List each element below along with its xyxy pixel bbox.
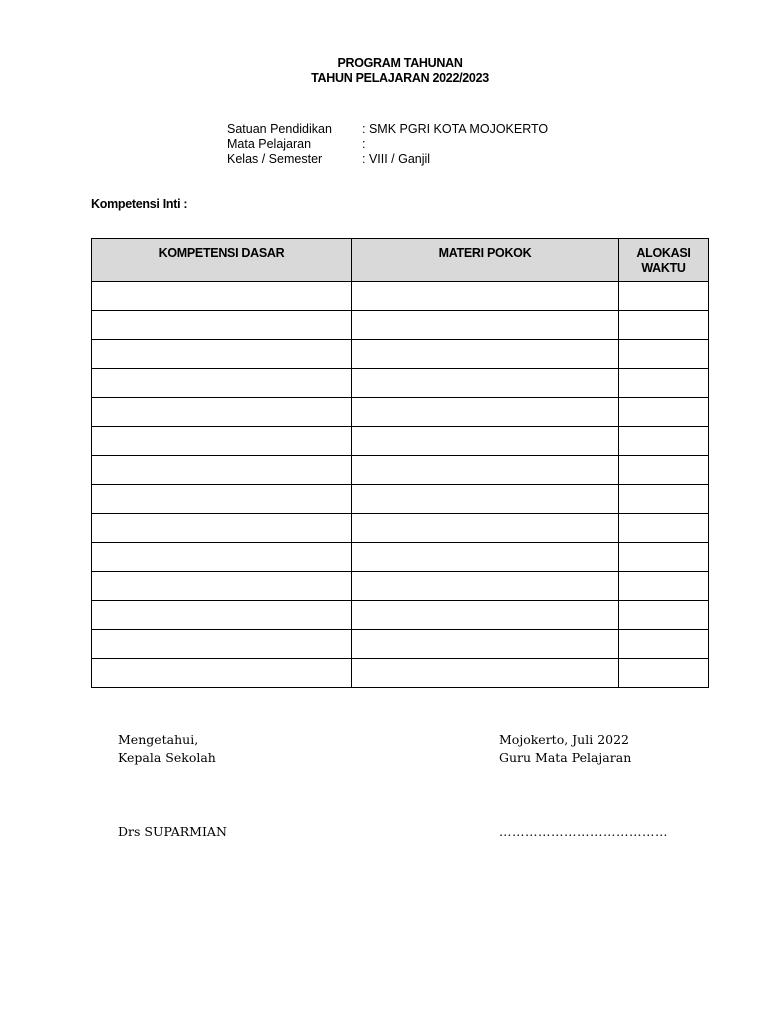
table-cell — [92, 456, 352, 485]
table-row — [92, 456, 709, 485]
info-label: Mata Pelajaran — [227, 137, 312, 151]
table-row — [92, 311, 709, 340]
table-cell — [619, 572, 709, 601]
table-row — [92, 282, 709, 311]
table-cell — [619, 282, 709, 311]
table-row — [92, 485, 709, 514]
table-cell — [352, 427, 619, 456]
table-cell — [352, 311, 619, 340]
table-cell — [92, 659, 352, 688]
table-cell — [619, 659, 709, 688]
table-row — [92, 630, 709, 659]
table-cell — [92, 514, 352, 543]
table-cell — [352, 572, 619, 601]
teacher-name-placeholder: ………………………………… — [499, 824, 668, 839]
table-cell — [619, 398, 709, 427]
table-cell — [352, 485, 619, 514]
table-cell — [92, 398, 352, 427]
header-materi-pokok: MATERI POKOK — [352, 239, 619, 282]
table-row — [92, 514, 709, 543]
info-value: : SMK PGRI KOTA MOJOKERTO — [362, 122, 549, 136]
guru-text: Guru Mata Pelajaran — [499, 750, 632, 765]
table-cell — [619, 456, 709, 485]
table-cell — [619, 340, 709, 369]
signature-right — [499, 731, 631, 767]
document-subtitle: TAHUN PELAJARAN 2022/2023 — [311, 71, 489, 85]
table-cell — [619, 369, 709, 398]
kepala-sekolah-text: Kepala Sekolah — [118, 750, 216, 765]
table-cell — [92, 427, 352, 456]
table-cell — [352, 398, 619, 427]
table-cell — [619, 514, 709, 543]
table-cell — [352, 340, 619, 369]
table-row — [92, 369, 709, 398]
program-table — [91, 238, 709, 688]
table-cell — [352, 543, 619, 572]
mengetahui-text: Mengetahui, — [118, 732, 199, 747]
info-block — [227, 122, 548, 167]
info-label: Satuan Pendidikan — [227, 122, 332, 136]
table-cell — [92, 485, 352, 514]
table-row — [92, 340, 709, 369]
table-cell — [92, 311, 352, 340]
table-row — [92, 659, 709, 688]
table-cell — [92, 543, 352, 572]
header-kompetensi-dasar: KOMPETENSI DASAR — [92, 239, 352, 282]
table-cell — [92, 601, 352, 630]
info-label: Kelas / Semester — [227, 152, 323, 166]
table-header-row — [92, 239, 709, 282]
table-cell — [352, 659, 619, 688]
info-value: : — [362, 137, 366, 151]
document-title: PROGRAM TAHUNAN — [337, 56, 463, 70]
table-cell — [352, 369, 619, 398]
table-cell — [619, 311, 709, 340]
table-cell — [352, 514, 619, 543]
place-date-text: Mojokerto, Juli 2022 — [499, 732, 630, 747]
table-body — [92, 282, 709, 688]
info-row-satuan — [227, 122, 548, 137]
table-cell — [619, 485, 709, 514]
table-cell — [352, 601, 619, 630]
table-cell — [352, 282, 619, 311]
signature-left — [118, 731, 216, 767]
table-cell — [92, 572, 352, 601]
table-cell — [92, 340, 352, 369]
table-cell — [352, 630, 619, 659]
header-alokasi-waktu: ALOKASI WAKTU — [619, 239, 709, 282]
table-cell — [92, 282, 352, 311]
table-row — [92, 601, 709, 630]
table-row — [92, 427, 709, 456]
table-cell — [92, 369, 352, 398]
table-row — [92, 543, 709, 572]
table-cell — [92, 630, 352, 659]
principal-name: Drs SUPARMIAN — [118, 824, 227, 839]
info-row-kelas — [227, 152, 548, 167]
table-cell — [619, 601, 709, 630]
table-cell — [619, 427, 709, 456]
table-row — [92, 572, 709, 601]
table-row — [92, 398, 709, 427]
table-cell — [619, 630, 709, 659]
info-value: : VIII / Ganjil — [362, 152, 431, 166]
table-cell — [619, 543, 709, 572]
kompetensi-inti-label: Kompetensi Inti : — [91, 197, 188, 211]
table-cell — [352, 456, 619, 485]
info-row-mapel — [227, 137, 548, 152]
